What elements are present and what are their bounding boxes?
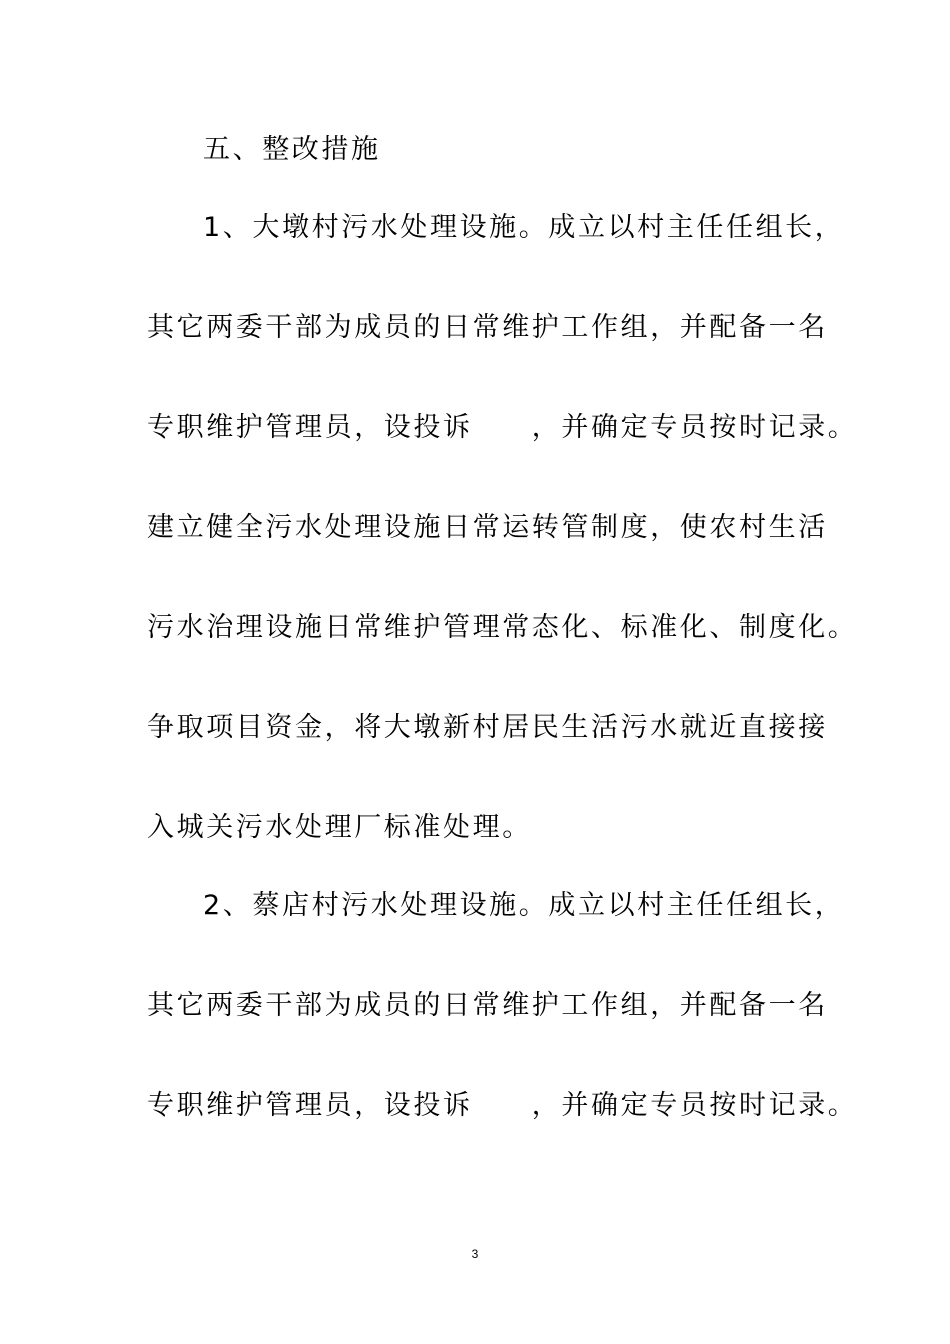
paragraph-line: 其它两委干部为成员的日常维护工作组，并配备一名	[147, 990, 828, 1021]
paragraph-line: 专职维护管理员，设投诉 ，并确定专员按时记录。	[147, 1090, 858, 1121]
section-heading: 五、整改措施	[203, 134, 381, 165]
paragraph-line: 建立健全污水处理设施日常运转管制度，使农村生活	[147, 512, 828, 543]
paragraph-line: 污水治理设施日常维护管理常态化、标准化、制度化。	[147, 612, 858, 643]
paragraph-line: 其它两委干部为成员的日常维护工作组，并配备一名	[147, 312, 828, 343]
page-number: 3	[471, 1247, 479, 1261]
paragraph-line: 入城关污水处理厂标准处理。	[147, 812, 532, 843]
paragraph-line: 争取项目资金，将大墩新村居民生活污水就近直接接	[147, 712, 828, 743]
paragraph-line: 1、大墩村污水处理设施。成立以村主任任组长，	[203, 212, 845, 243]
paragraph-line: 专职维护管理员，设投诉 ，并确定专员按时记录。	[147, 412, 858, 443]
paragraph-line: 2、蔡店村污水处理设施。成立以村主任任组长，	[203, 890, 845, 921]
